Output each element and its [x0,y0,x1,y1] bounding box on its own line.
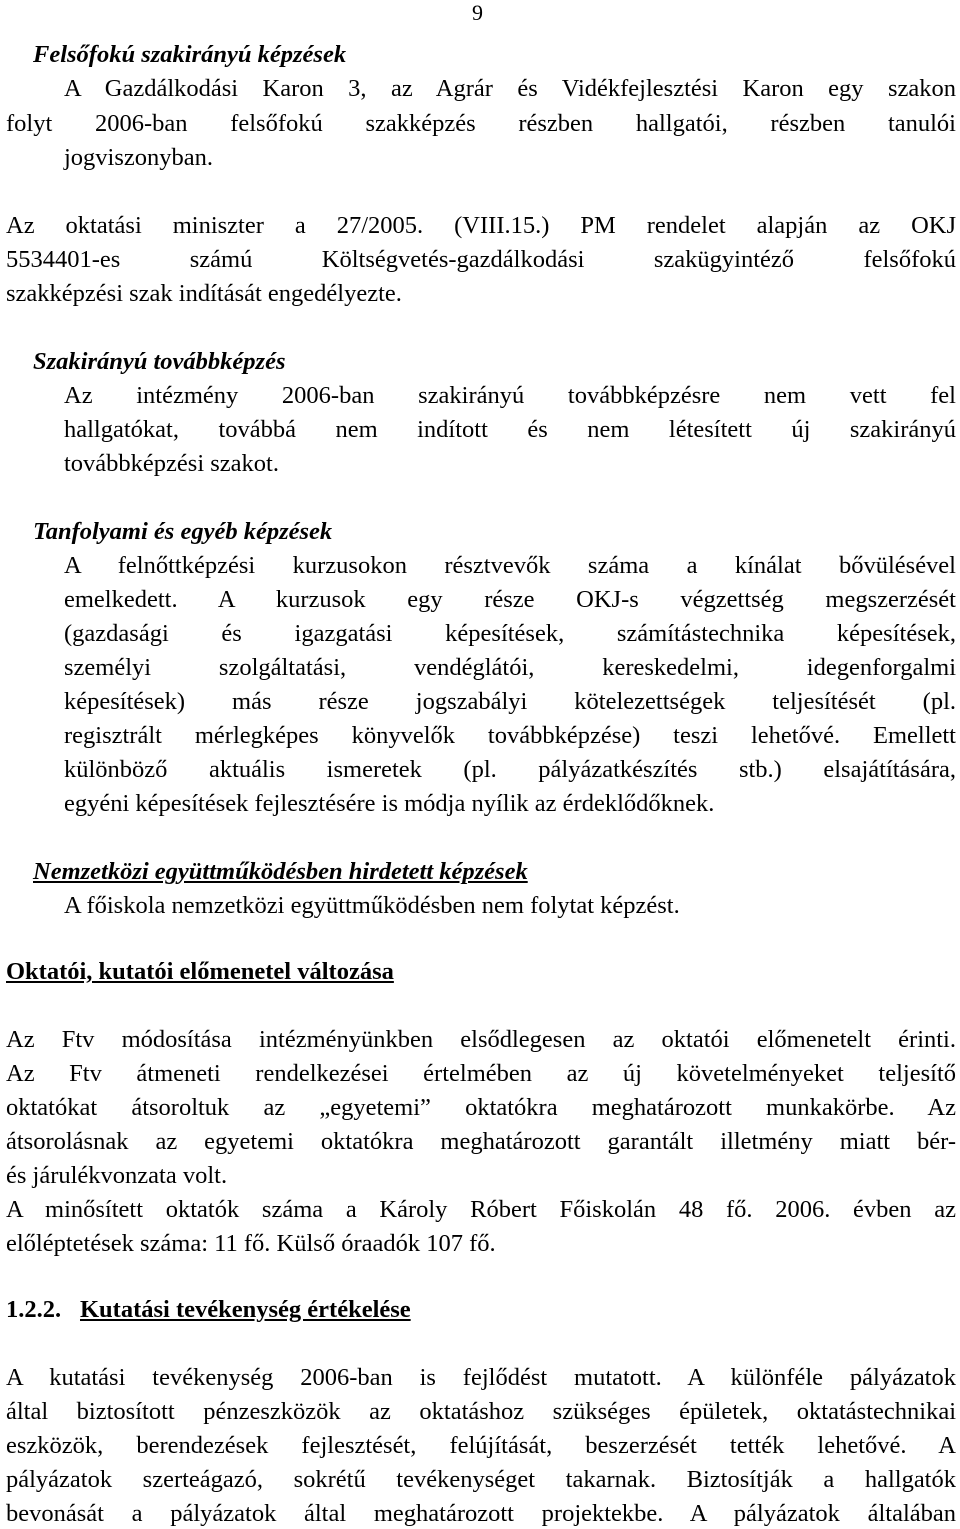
paragraph-line: képesítések) más része jogszabályi kötelezettségek teljesítését (pl. [64,688,956,715]
paragraph-line: és járulékvonzata volt. [6,1162,228,1189]
paragraph-line: átsorolásnak az egyetemi oktatókra meghatározott garantált illetmény miatt bér- [6,1128,956,1155]
paragraph-line: különböző aktuális ismeretek (pl. pályázatkészítés stb.) elsajátítására, [64,756,956,783]
section-heading-nemzetkozi: Nemzetközi együttműködésben hirdetett képzések [33,858,528,885]
paragraph-line: pályázatok szerteágazó, sokrétű tevékenységet takarnak. Biztosítják a hallgatók [6,1466,956,1493]
paragraph-line: által biztosított pénzeszközök az oktatáshoz szükséges épületek, oktatástechnikai [6,1398,956,1425]
paragraph-line: regisztrált mérlegképes könyvelők továbbképzése) teszi lehetővé. Emellett [64,722,956,749]
paragraph-line: A felnőttképzési kurzusokon résztvevők száma a kínálat bővülésével [64,552,956,579]
paragraph-line: Az intézmény 2006-ban szakirányú továbbképzésre nem vett fel [64,382,956,409]
section-heading-kutatasi: Kutatási tevékenység értékelése [80,1296,411,1323]
paragraph-line: oktatókat átsoroltuk az „egyetemi” oktatókra meghatározott munkakörbe. Az [6,1094,956,1121]
paragraph-line: A minősített oktatók száma a Károly Róbert Főiskolán 48 fő. 2006. évben az [6,1196,956,1223]
paragraph-line: A főiskola nemzetközi együttműködésben nem folytat képzést. [64,892,680,919]
paragraph-line: eszközök, berendezések fejlesztését, felújítását, beszerzését tették lehetővé. A [6,1432,956,1459]
paragraph-line: jogviszonyban. [64,144,214,171]
paragraph-line: A Gazdálkodási Karon 3, az Agrár és Vidékfejlesztési Karon egy szakon [64,75,956,102]
paragraph-line: Az oktatási miniszter a 27/2005. (VIII.15.) PM rendelet alapján az OKJ [6,212,956,239]
section-heading-szakiranyu: Szakirányú továbbképzés [33,348,286,375]
paragraph-line: 5534401-es számú Költségvetés-gazdálkodási szakügyintéző felsőfokú [6,246,956,273]
paragraph-line: emelkedett. A kurzusok egy része OKJ-s végzettség megszerzését [64,586,956,613]
paragraph-line: szakképzési szak indítását engedélyezte. [6,280,402,307]
page-number: 9 [472,0,483,25]
paragraph-line: előléptetések száma: 11 fő. Külső óraadók 107 fő. [6,1230,496,1257]
paragraph-line: személyi szolgáltatási, vendéglátói, kereskedelmi, idegenforgalmi [64,654,956,681]
paragraph-line: bevonását a pályázatok által meghatározott projektekbe. A pályázatok általában [6,1500,956,1527]
section-heading-tanfolyami: Tanfolyami és egyéb képzések [33,518,333,545]
paragraph-line: A kutatási tevékenység 2006-ban is fejlődést mutatott. A különféle pályázatok [6,1364,956,1391]
paragraph-line: Az Ftv átmeneti rendelkezései értelmében az új követelményeket teljesítő [6,1060,956,1087]
paragraph-line: egyéni képesítések fejlesztésére is módja nyílik az érdeklődőknek. [64,790,715,817]
section-number: 1.2.2. [6,1296,62,1323]
paragraph-line: továbbképzési szakot. [64,450,279,477]
paragraph-line: hallgatókat, továbbá nem indított és nem létesített új szakirányú [64,416,956,443]
section-heading-oktatoi: Oktatói, kutatói előmenetel változása [6,958,394,985]
section-heading-felsofoku: Felsőfokú szakirányú képzések [33,41,347,68]
paragraph-line: folyt 2006-ban felsőfokú szakképzés részben hallgatói, részben tanulói [6,110,956,137]
paragraph-line: (gazdasági és igazgatási képesítések, számítástechnika képesítések, [64,620,956,647]
paragraph-line: Az Ftv módosítása intézményünkben elsődlegesen az oktatói előmenetelt érinti. [6,1026,956,1053]
